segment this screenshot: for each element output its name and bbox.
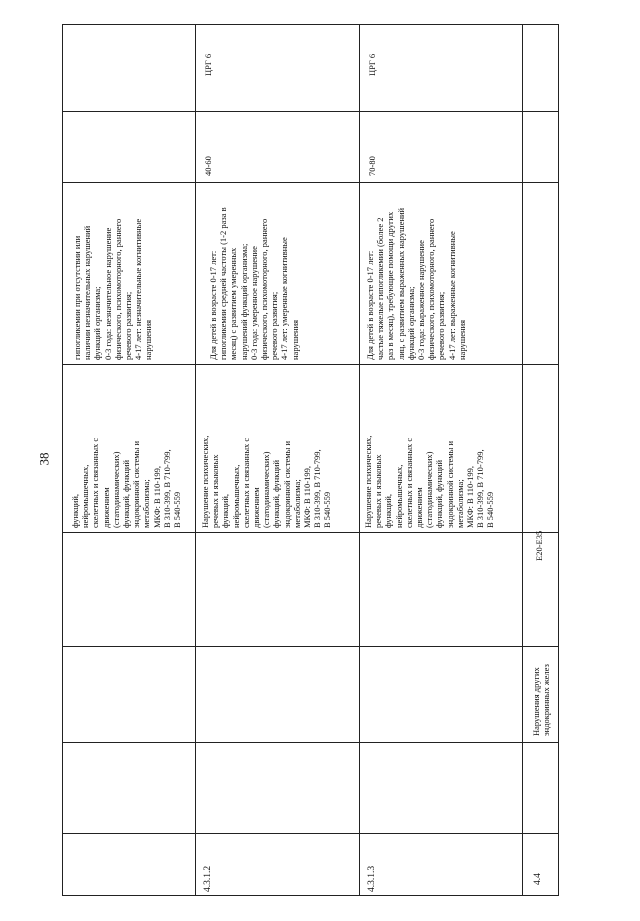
col-divider-g: [62, 111, 559, 112]
row1-criteria-cell: гипогликемии при отсутствии или наличии незначительных нарушений функций организма; 0-3 года: незначительное нарушение физического, психомоторного, раннего речевого развития; 4-17 лет: незначительные когнитивные нарушения: [72, 218, 154, 360]
row3-id: 4.3.1.3: [367, 865, 377, 892]
row-divider-3: [522, 24, 523, 896]
table-border-top: [62, 24, 559, 25]
table-border-bottom: [62, 895, 559, 896]
row-divider-1: [195, 24, 196, 896]
col-divider-e: [62, 364, 559, 365]
row2-percent: 40-60: [203, 156, 213, 176]
row2-id: 4.3.1.2: [203, 865, 213, 892]
row2-code: ЦРГ 6: [203, 53, 213, 76]
row3-percent: 70-80: [367, 156, 377, 176]
row3-code: ЦРГ 6: [367, 53, 377, 76]
row4-id: 4.4: [533, 873, 543, 885]
row-divider-2: [359, 24, 360, 896]
row2-criteria-cell: Для детей в возрасте 0-17 лет: гипогликемии средней частоты (1-2 раза в месяц) с развитием умеренных нарушений функций организма; 0-3 года: умеренное нарушение физического, психомоторного, раннего речевого развития; 4-17 лет: умеренные когнитивные нарушения: [208, 207, 300, 360]
col-divider-c: [62, 646, 559, 647]
row3-criteria-cell: Для детей в возрасте 0-17 лет: частые тяжелые гипогликемии (более 2 раз в месяц), требующие помощи других лиц, с развитием выраженных нарушений функций организма; 0-3 года: выраженное нарушение физического, психомоторного, раннего речевого развития; 4-17 лет: выраженные когнитивные нарушения: [365, 207, 467, 360]
row-border-left: [62, 24, 63, 896]
row-border-right: [558, 24, 559, 896]
col-divider-a: [62, 833, 559, 834]
row2-function-cell: Нарушение психических, речевых и языковых функций, нейромышечных, скелетных и связанных с движением (статодинамических) функций, функций эндокринной системы и метаболизма; МКФ: B 110-199, B 310-399, B 710-799, B 540-559: [200, 435, 333, 528]
row4-icd: E20-E35: [534, 530, 544, 561]
row1-function-cell: функций, нейромышечных, скелетных и связанных с движением (статодинамических) функций, функций эндокринной системы и метаболизма; МКФ: B 110-199, B 310-399, B 710-799, B 540-559: [70, 437, 183, 528]
row3-function-cell: Нарушение психических, речевых и языковых функций, нейромышечных, скелетных и связанных с движением (статодинамических) функций, функций эндокринной системы и метаболизма; МКФ: B 110-199, B 310-399, B 710-799, B 540-559: [363, 435, 496, 528]
row4-name: Нарушения других эндокринных желез: [531, 664, 552, 736]
page-number: 38: [36, 452, 52, 466]
col-divider-b: [62, 742, 559, 743]
col-divider-d: [62, 532, 559, 533]
col-divider-f: [62, 182, 559, 183]
